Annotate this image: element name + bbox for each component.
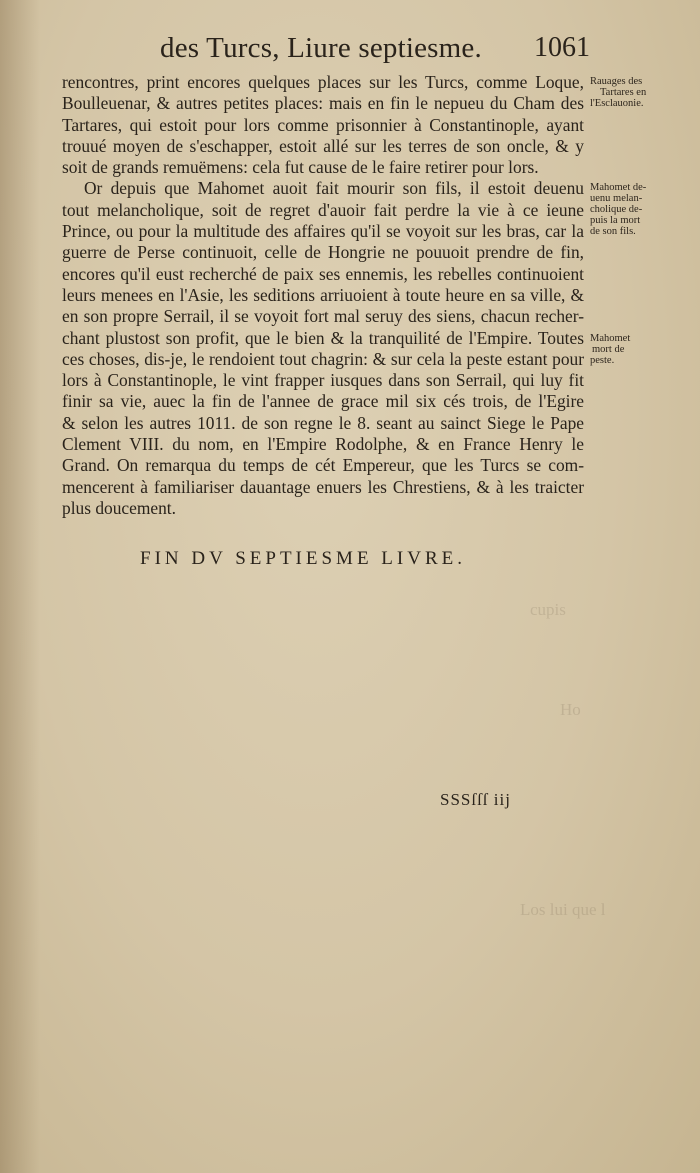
text-line: trouué moyen de s'eschapper, estoit allé sur les terres de son oncle, & y	[62, 135, 584, 156]
text-line: mencerent à familiariser dauantage enuers les Chrestiens, & à les traicter	[62, 476, 584, 497]
margin-note-line: Rauages des	[590, 76, 643, 87]
text-line: ces choses, dis-je, le rendoient tout chagrin: & sur cela la peste estant pour	[62, 348, 584, 369]
margin-note-melancholique	[590, 182, 654, 237]
text-line: Tartares, qui estoit pour lors comme prisonnier à Constantinople, ayant	[62, 114, 584, 135]
body-text	[62, 72, 584, 519]
text-line: rencontres, print encores quelques places sur les Turcs, comme Loque,	[62, 72, 584, 92]
text-line: Or depuis que Mahomet auoit fait mourir son fils, il estoit deuenu	[84, 178, 584, 199]
running-head: des Turcs, Liure septiesme.	[160, 32, 482, 64]
text-line: Clement VIII. du nom, en l'Empire Rodolphe, & en France Henry le	[62, 434, 584, 455]
text-line: encores qu'il eust recherché de paix ses ennemis, les rebelles continuoient	[62, 263, 584, 284]
margin-note-line: de son fils.	[590, 226, 636, 237]
page-number: 1061	[534, 32, 590, 63]
margin-note-line: puis la mort	[590, 215, 641, 226]
bleed-through-mark: cupis	[530, 600, 566, 619]
margin-note-line: l'Esclauonie.	[590, 98, 644, 109]
margin-note-line: Mahomet de-	[590, 182, 647, 193]
text-line: en son propre Serrail, il se voyoit fort mal seruy des siens, chacun recher-	[62, 306, 584, 327]
text-line: finir sa vie, auec la fin de l'annee de grace mil six cés trois, de l'Egire	[62, 391, 584, 412]
margin-note-line: Mahomet	[590, 333, 631, 344]
margin-note-line: mort de	[592, 344, 625, 355]
text-line: plus doucement.	[62, 497, 176, 518]
text-line: tout melancholique, soit de regret d'auoir fait perdre la vie à ce ieune	[62, 199, 584, 220]
text-line: Grand. On remarqua du temps de cét Empereur, que les Turcs se com-	[62, 455, 584, 476]
bleed-through-mark: Ho	[560, 700, 581, 719]
text-line: chant plustost son profit, que le bien & la tranquilité de l'Empire. Toutes	[62, 327, 584, 348]
margin-note-tartares	[590, 76, 654, 109]
margin-note-line: peste.	[590, 355, 615, 366]
signature-mark: SSSſſſ iij	[440, 790, 511, 809]
margin-note-line: Tartares en	[600, 87, 647, 98]
binding-shadow	[0, 0, 40, 1173]
text-line: soit de grands remuëmens: cela fut cause de le faire retirer pour lors.	[62, 157, 539, 178]
text-line: & selon les autres 1011. de son regne le 8. seant au sainct Siege le Pape	[62, 412, 584, 433]
margin-note-line: uenu melan-	[590, 193, 643, 204]
margin-note-peste	[590, 333, 654, 366]
page-header	[150, 32, 590, 68]
text-line: Prince, ou pour la multitude des affaires qu'il se voyoit sur les bras, car la	[62, 221, 584, 242]
text-line: Boulleuenar, & autres petites places: mais en fin le nepueu du Cham des	[62, 93, 584, 114]
colophon: FIN DV SEPTIESME LIVRE.	[140, 548, 466, 569]
text-line: leurs menees en l'Asie, les seditions arriuoient à toute heure en sa ville, &	[62, 284, 584, 305]
text-line: lors à Constantinople, le vint frapper iusques dans son Serrail, qui luy fit	[62, 370, 584, 391]
bleed-through-mark: Los lui que l	[520, 900, 606, 919]
text-line: guerre de Perse continuoit, celle de Hongrie ne pouuoit prendre de fin,	[62, 242, 584, 263]
margin-note-line: cholique de-	[590, 204, 643, 215]
